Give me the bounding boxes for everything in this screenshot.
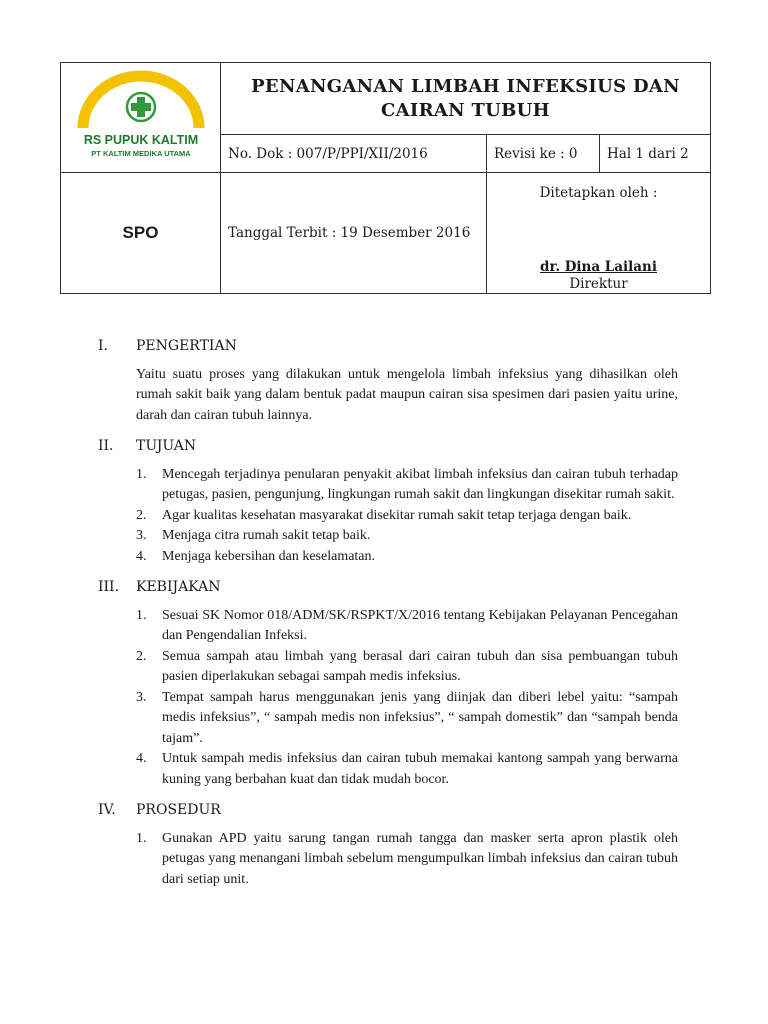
section-list <box>136 465 678 568</box>
list-item-text: Untuk sampah medis infeksius dan cairan tubuh memakai kantong sampah yang berwarna kuning yang berbahan kuat dan tidak mudah bocor. <box>162 751 678 787</box>
section-kebijakan <box>98 577 678 790</box>
list-item <box>136 506 678 527</box>
title-line-1: PENANGANAN LIMBAH INFEKSIUS DAN <box>251 75 680 97</box>
list-item-number: 1. <box>136 830 147 846</box>
list-item <box>136 606 678 647</box>
section-title: PROSEDUR <box>136 802 221 818</box>
section-pengertian <box>98 336 678 426</box>
section-list <box>136 829 678 891</box>
list-item-number: 3. <box>136 689 147 705</box>
section-title: TUJUAN <box>136 438 197 454</box>
revision-number: Revisi ke : 0 <box>487 135 600 173</box>
section-number: IV. <box>98 802 116 818</box>
document-title <box>221 63 711 135</box>
list-item-number: 4. <box>136 548 147 564</box>
list-item-text: Menjaga citra rumah sakit tetap baik. <box>162 528 371 543</box>
document-header-table <box>60 62 711 294</box>
document-body <box>98 336 678 900</box>
section-tujuan <box>98 436 678 567</box>
section-title: KEBIJAKAN <box>136 579 221 595</box>
list-item <box>136 465 678 506</box>
list-item-number: 2. <box>136 648 147 664</box>
section-list <box>136 606 678 791</box>
section-number: III. <box>98 579 120 595</box>
approver-title: Direktur <box>569 276 628 292</box>
list-item-number: 3. <box>136 528 147 543</box>
list-item <box>136 647 678 688</box>
hospital-logo <box>66 70 216 160</box>
approver-name: dr. Dina Lailani <box>540 259 657 275</box>
section-paragraph: Yaitu suatu proses yang dilakukan untuk mengelola limbah infeksius yang dihasilkan oleh rumah sakit baik yang dalam bentuk padat maupun cairan sisa spesimen dari pasien yaitu urine, darah dan cairan tubuh lainnya. <box>136 366 678 423</box>
list-item-text: Gunakan APD yaitu sarung tangan rumah tangga dan masker serta apron plastik oleh petugas yang menangani limbah sebelum mengumpulkan limbah infeksius dan cairan tubuh dari setiap unit. <box>162 830 678 887</box>
logo-name: RS PUPUK KALTIM <box>83 133 198 147</box>
list-item-text: Mencegah terjadinya penularan penyakit akibat limbah infeksius dan cairan tubuh terhadap petugas, pasien, pengunjung, lingkungan rumah sakit dan lingkungan disekitar rumah sakit. <box>162 466 678 502</box>
list-item <box>136 526 678 547</box>
list-item-number: 1. <box>136 466 147 482</box>
list-item-number: 4. <box>136 751 147 766</box>
list-item <box>136 547 678 568</box>
spo-label: SPO <box>61 173 221 294</box>
section-heading <box>98 800 678 821</box>
section-heading <box>98 577 678 598</box>
issue-date: Tanggal Terbit : 19 Desember 2016 <box>221 173 487 294</box>
list-item-text: Sesuai SK Nomor 018/ADM/SK/RSPKT/X/2016 tentang Kebijakan Pelayanan Pencegahan dan Pengendalian Infeksi. <box>162 607 678 643</box>
list-item-text: Semua sampah atau limbah yang berasal dari cairan tubuh dan sisa pembuangan tubuh pasien diperlakukan sebagai sampah medis infeksius. <box>162 648 678 684</box>
section-prosedur <box>98 800 678 890</box>
list-item-text: Menjaga kebersihan dan keselamatan. <box>162 548 376 564</box>
section-number: I. <box>98 338 108 354</box>
list-item <box>136 829 678 891</box>
section-heading <box>98 436 678 457</box>
section-title: PENGERTIAN <box>136 338 237 354</box>
logo-cell <box>61 63 221 173</box>
title-line-2: CAIRAN TUBUH <box>381 99 550 121</box>
doc-number: No. Dok : 007/P/PPI/XII/2016 <box>221 135 487 173</box>
section-heading <box>98 336 678 357</box>
list-item-number: 1. <box>136 607 147 623</box>
list-item <box>136 749 678 790</box>
list-item-text: Tempat sampah harus menggunakan jenis yang diinjak dan diberi lebel yaitu: “sampah medis infeksius”, “ sampah medis non infeksius”, “ sampah domestik” dan “sampah benda tajam”. <box>162 689 678 746</box>
logo-subname: PT KALTIM MEDIKA UTAMA <box>90 149 191 158</box>
section-number: II. <box>98 438 114 454</box>
list-item <box>136 688 678 750</box>
approval-block <box>487 173 711 294</box>
page-indicator: Hal 1 dari 2 <box>600 135 711 173</box>
approved-by-label: Ditetapkan oleh : <box>539 185 658 201</box>
list-item-text: Agar kualitas kesehatan masyarakat disekitar rumah sakit tetap terjaga dengan baik. <box>162 507 632 523</box>
list-item-number: 2. <box>136 507 147 523</box>
